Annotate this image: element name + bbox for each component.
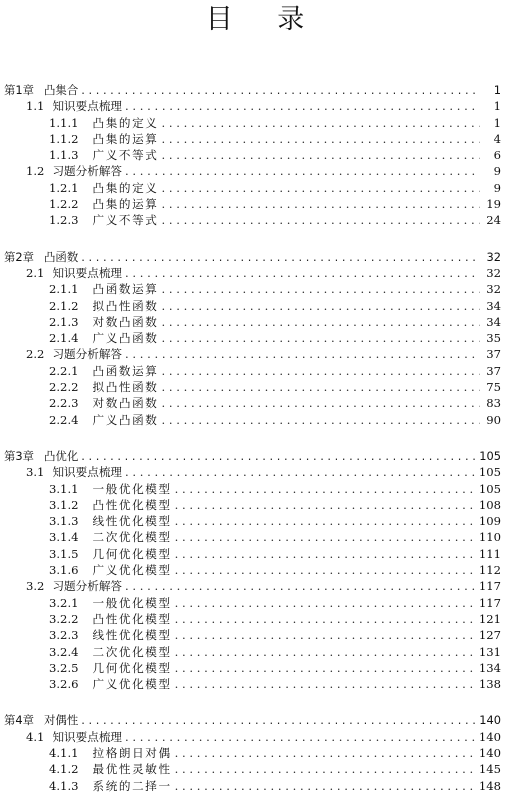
toc-subsection-title: 拟凸性函数 bbox=[92, 298, 159, 313]
toc-chapter-title: 凸函数 bbox=[44, 249, 79, 264]
toc-subsection-number: 1.1.2 bbox=[49, 131, 79, 146]
dot-leader bbox=[161, 298, 480, 314]
dot-leader bbox=[175, 627, 476, 643]
toc-subsection[interactable] bbox=[4, 379, 501, 395]
toc-subsection-title: 凸函数运算 bbox=[92, 363, 159, 378]
toc-subsection-number: 3.1.6 bbox=[49, 563, 79, 578]
toc-subsection[interactable] bbox=[4, 412, 501, 428]
toc-chapter-number: 第3章 bbox=[4, 448, 35, 463]
toc-section-page: 117 bbox=[478, 579, 501, 594]
toc-section[interactable] bbox=[4, 163, 501, 179]
dot-leader bbox=[125, 265, 480, 281]
toc-subsection-page: 127 bbox=[478, 628, 501, 643]
toc-chapter-number: 第1章 bbox=[4, 83, 35, 97]
toc-subsection-number: 3.1.3 bbox=[49, 514, 79, 529]
dot-leader bbox=[161, 281, 480, 297]
toc-subsection-title: 凸集的运算 bbox=[92, 131, 159, 146]
toc-subsection[interactable] bbox=[4, 314, 501, 330]
dot-leader bbox=[161, 115, 480, 131]
toc-subsection-number: 4.1.2 bbox=[49, 762, 79, 777]
chapter-spacer bbox=[4, 428, 501, 448]
toc-subsection-page: 138 bbox=[478, 677, 501, 692]
toc-section-page: 32 bbox=[486, 265, 501, 280]
toc-subsection-number: 3.2.6 bbox=[49, 677, 79, 692]
dot-leader bbox=[161, 180, 480, 196]
toc-subsection[interactable] bbox=[4, 481, 501, 497]
toc-chapter-title: 凸集合 bbox=[44, 83, 79, 97]
toc-subsection[interactable] bbox=[4, 196, 501, 212]
toc-section-number: 2.2 bbox=[26, 347, 45, 362]
dot-leader bbox=[81, 712, 476, 728]
toc-subsection-title: 二次优化模型 bbox=[92, 644, 172, 659]
dot-leader bbox=[125, 464, 476, 480]
toc-subsection-number: 2.1.3 bbox=[49, 314, 79, 329]
toc-subsection-page: 105 bbox=[478, 481, 501, 496]
toc-subsection-number: 2.2.1 bbox=[49, 363, 79, 378]
chapter-spacer bbox=[4, 229, 501, 249]
toc-subsection-title: 凸性优化模型 bbox=[92, 497, 172, 512]
toc-subsection-page: 1 bbox=[493, 115, 501, 130]
toc-section[interactable] bbox=[4, 346, 501, 362]
toc-subsection-number: 3.1.4 bbox=[49, 530, 79, 545]
toc-section[interactable] bbox=[4, 464, 501, 480]
toc-chapter-page: 105 bbox=[479, 448, 501, 463]
toc-subsection-page: 112 bbox=[478, 563, 501, 578]
toc-subsection[interactable] bbox=[4, 131, 501, 147]
toc-subsection-number: 3.1.5 bbox=[49, 546, 79, 561]
toc-subsection-title: 广义优化模型 bbox=[92, 677, 172, 692]
toc-subsection-title: 一般优化模型 bbox=[92, 481, 172, 496]
dot-leader bbox=[125, 578, 476, 594]
toc-section-number: 1.1 bbox=[26, 99, 45, 114]
toc-subsection-number: 4.1.3 bbox=[49, 778, 79, 793]
toc-subsection-number: 3.2.4 bbox=[49, 644, 79, 659]
toc-subsection-title: 广义凸函数 bbox=[92, 412, 159, 427]
toc-subsection-number: 3.1.1 bbox=[49, 481, 79, 496]
toc-subsection-page: 121 bbox=[478, 611, 501, 626]
toc-subsection-page: 4 bbox=[493, 131, 501, 146]
dot-leader bbox=[175, 644, 476, 660]
toc-chapter-title: 对偶性 bbox=[44, 713, 79, 728]
toc-subsection-page: 90 bbox=[486, 412, 501, 427]
toc-subsection-page: 34 bbox=[486, 298, 501, 313]
toc-subsection-page: 19 bbox=[486, 197, 501, 212]
toc-subsection-title: 广义不等式 bbox=[92, 148, 159, 163]
toc-subsection-title: 线性优化模型 bbox=[92, 514, 172, 529]
toc-section-page: 37 bbox=[486, 347, 501, 362]
toc-chapter-number: 第4章 bbox=[4, 713, 35, 728]
toc-section-title: 习题分析解答 bbox=[52, 579, 123, 594]
toc-subsection-title: 广义优化模型 bbox=[92, 563, 172, 578]
toc-subsection-number: 1.2.1 bbox=[49, 180, 79, 195]
toc-subsection-number: 2.2.4 bbox=[49, 412, 79, 427]
toc-subsection-title: 凸性优化模型 bbox=[92, 611, 172, 626]
dot-leader bbox=[161, 147, 480, 163]
toc-subsection-number: 1.2.2 bbox=[49, 197, 79, 212]
toc-subsection[interactable] bbox=[4, 676, 501, 692]
toc-subsection-number: 2.1.1 bbox=[49, 282, 79, 297]
toc-subsection[interactable] bbox=[4, 644, 501, 660]
toc-section-title: 知识要点梳理 bbox=[52, 465, 123, 480]
toc-subsection-page: 109 bbox=[478, 514, 501, 529]
toc-subsection[interactable] bbox=[4, 529, 501, 545]
toc-subsection-number: 3.2.2 bbox=[49, 611, 79, 626]
toc-subsection[interactable] bbox=[4, 627, 501, 643]
toc-subsection-title: 对数凸函数 bbox=[92, 314, 159, 329]
page-title: 目 录 bbox=[205, 4, 323, 35]
dot-leader bbox=[161, 379, 480, 395]
toc-subsection-title: 凸集的运算 bbox=[92, 197, 159, 212]
toc-chapter-page: 140 bbox=[479, 713, 501, 728]
toc-subsection[interactable] bbox=[4, 115, 501, 131]
toc-subsection-page: 83 bbox=[486, 396, 501, 411]
toc-subsection-page: 34 bbox=[486, 314, 501, 329]
toc-chapter-page: 32 bbox=[486, 249, 501, 264]
dot-leader bbox=[175, 546, 476, 562]
toc-subsection[interactable] bbox=[4, 212, 501, 228]
toc-chapter[interactable] bbox=[4, 712, 501, 728]
chapter-spacer bbox=[4, 692, 501, 712]
dot-leader bbox=[175, 778, 476, 794]
dot-leader bbox=[161, 412, 480, 428]
toc-subsection[interactable] bbox=[4, 363, 501, 379]
dot-leader bbox=[161, 363, 480, 379]
toc-subsection-page: 37 bbox=[486, 363, 501, 378]
toc-subsection-title: 凸集的定义 bbox=[92, 180, 159, 195]
toc-subsection-page: 111 bbox=[478, 546, 501, 561]
toc-subsection[interactable] bbox=[4, 330, 501, 346]
dot-leader bbox=[175, 595, 476, 611]
toc-subsection[interactable] bbox=[4, 180, 501, 196]
toc-subsection-title: 拟凸性函数 bbox=[92, 380, 159, 395]
toc-subsection-number: 3.2.3 bbox=[49, 628, 79, 643]
toc-section-title: 知识要点梳理 bbox=[52, 265, 123, 280]
toc-subsection-title: 一般优化模型 bbox=[92, 595, 172, 610]
dot-leader bbox=[161, 196, 480, 212]
dot-leader bbox=[125, 729, 476, 745]
toc-section[interactable] bbox=[4, 265, 501, 281]
toc-subsection-title: 拉格朗日对偶 bbox=[92, 745, 172, 760]
toc-section-page: 9 bbox=[493, 164, 501, 179]
dot-leader bbox=[175, 562, 476, 578]
toc-subsection-title: 系统的二择一 bbox=[92, 778, 172, 793]
toc-subsection[interactable] bbox=[4, 611, 501, 627]
toc-subsection-page: 145 bbox=[478, 762, 501, 777]
toc-subsection[interactable] bbox=[4, 497, 501, 513]
toc-section-page: 105 bbox=[478, 465, 501, 480]
toc-subsection-number: 3.1.2 bbox=[49, 497, 79, 512]
toc-section-page: 140 bbox=[478, 729, 501, 744]
toc-section[interactable] bbox=[4, 98, 501, 114]
dot-leader bbox=[175, 761, 476, 777]
toc-subsection[interactable] bbox=[4, 298, 501, 314]
dot-leader bbox=[175, 513, 476, 529]
toc-section-title: 习题分析解答 bbox=[52, 347, 123, 362]
toc-subsection-page: 140 bbox=[478, 745, 501, 760]
toc-subsection-page: 117 bbox=[478, 595, 501, 610]
dot-leader bbox=[125, 346, 480, 362]
toc-chapter-page: 1 bbox=[493, 83, 501, 97]
toc-subsection-title: 广义不等式 bbox=[92, 213, 159, 228]
toc-subsection-number: 2.2.3 bbox=[49, 396, 79, 411]
toc-section-title: 习题分析解答 bbox=[52, 164, 123, 179]
dot-leader bbox=[175, 529, 476, 545]
toc-section-number: 2.1 bbox=[26, 265, 45, 280]
toc-subsection-number: 3.2.5 bbox=[49, 660, 79, 675]
dot-leader bbox=[175, 481, 476, 497]
toc-chapter[interactable] bbox=[4, 82, 501, 98]
toc-subsection-number: 1.1.1 bbox=[49, 115, 79, 130]
toc-subsection-title: 几何优化模型 bbox=[92, 546, 172, 561]
toc-chapter[interactable] bbox=[4, 249, 501, 265]
dot-leader bbox=[81, 448, 476, 464]
toc-section-number: 3.2 bbox=[26, 579, 45, 594]
dot-leader bbox=[161, 330, 480, 346]
toc-section-number: 1.2 bbox=[26, 164, 45, 179]
toc-subsection[interactable] bbox=[4, 761, 501, 777]
toc-subsection-number: 2.1.4 bbox=[49, 331, 79, 346]
dot-leader bbox=[81, 249, 480, 265]
dot-leader bbox=[175, 660, 476, 676]
dot-leader bbox=[161, 212, 480, 228]
toc-subsection[interactable] bbox=[4, 513, 501, 529]
toc-subsection[interactable] bbox=[4, 562, 501, 578]
dot-leader bbox=[125, 163, 480, 179]
dot-leader bbox=[161, 314, 480, 330]
dot-leader bbox=[175, 611, 476, 627]
toc-subsection-number: 3.2.1 bbox=[49, 595, 79, 610]
toc-subsection-number: 2.1.2 bbox=[49, 298, 79, 313]
toc-section-page: 1 bbox=[493, 99, 501, 114]
dot-leader bbox=[175, 745, 476, 761]
toc-section-number: 3.1 bbox=[26, 465, 45, 480]
toc-subsection[interactable] bbox=[4, 745, 501, 761]
dot-leader bbox=[161, 395, 480, 411]
toc-subsection-number: 1.2.3 bbox=[49, 213, 79, 228]
toc-subsection-number: 1.1.3 bbox=[49, 148, 79, 163]
toc-section[interactable] bbox=[4, 729, 501, 745]
toc-subsection-number: 2.2.2 bbox=[49, 380, 79, 395]
toc-subsection-page: 110 bbox=[478, 530, 501, 545]
toc-subsection-page: 24 bbox=[486, 213, 501, 228]
toc-subsection-title: 凸函数运算 bbox=[92, 282, 159, 297]
toc-subsection[interactable] bbox=[4, 546, 501, 562]
toc-subsection-page: 32 bbox=[486, 282, 501, 297]
toc-subsection-title: 线性优化模型 bbox=[92, 628, 172, 643]
toc-subsection-title: 广义凸函数 bbox=[92, 331, 159, 346]
toc-section-title: 知识要点梳理 bbox=[52, 729, 123, 744]
toc-subsection-page: 134 bbox=[478, 660, 501, 675]
toc-subsection[interactable] bbox=[4, 281, 501, 297]
toc-subsection[interactable] bbox=[4, 660, 501, 676]
toc-subsection-title: 二次优化模型 bbox=[92, 530, 172, 545]
dot-leader bbox=[161, 131, 480, 147]
toc-subsection-title: 最优性灵敏性 bbox=[92, 762, 172, 777]
toc-subsection[interactable] bbox=[4, 595, 501, 611]
toc-subsection[interactable] bbox=[4, 395, 501, 411]
toc-subsection-page: 35 bbox=[486, 331, 501, 346]
dot-leader bbox=[81, 82, 480, 98]
toc-subsection[interactable] bbox=[4, 778, 501, 794]
toc-subsection-page: 148 bbox=[478, 778, 501, 793]
table-of-contents bbox=[4, 82, 501, 794]
toc-subsection-page: 108 bbox=[478, 497, 501, 512]
toc-subsection-title: 几何优化模型 bbox=[92, 660, 172, 675]
toc-subsection[interactable] bbox=[4, 147, 501, 163]
toc-subsection-title: 凸集的定义 bbox=[92, 115, 159, 130]
toc-subsection-page: 131 bbox=[478, 644, 501, 659]
toc-section-number: 4.1 bbox=[26, 729, 45, 744]
toc-chapter-number: 第2章 bbox=[4, 249, 35, 264]
toc-subsection-title: 对数凸函数 bbox=[92, 396, 159, 411]
toc-chapter[interactable] bbox=[4, 448, 501, 464]
toc-section-title: 知识要点梳理 bbox=[52, 99, 123, 114]
toc-subsection-page: 75 bbox=[486, 380, 501, 395]
toc-subsection-number: 4.1.1 bbox=[49, 745, 79, 760]
toc-chapter-title: 凸优化 bbox=[44, 448, 79, 463]
toc-section[interactable] bbox=[4, 578, 501, 594]
dot-leader bbox=[125, 98, 480, 114]
dot-leader bbox=[175, 676, 476, 692]
toc-subsection-page: 9 bbox=[493, 180, 501, 195]
toc-subsection-page: 6 bbox=[493, 148, 501, 163]
dot-leader bbox=[175, 497, 476, 513]
